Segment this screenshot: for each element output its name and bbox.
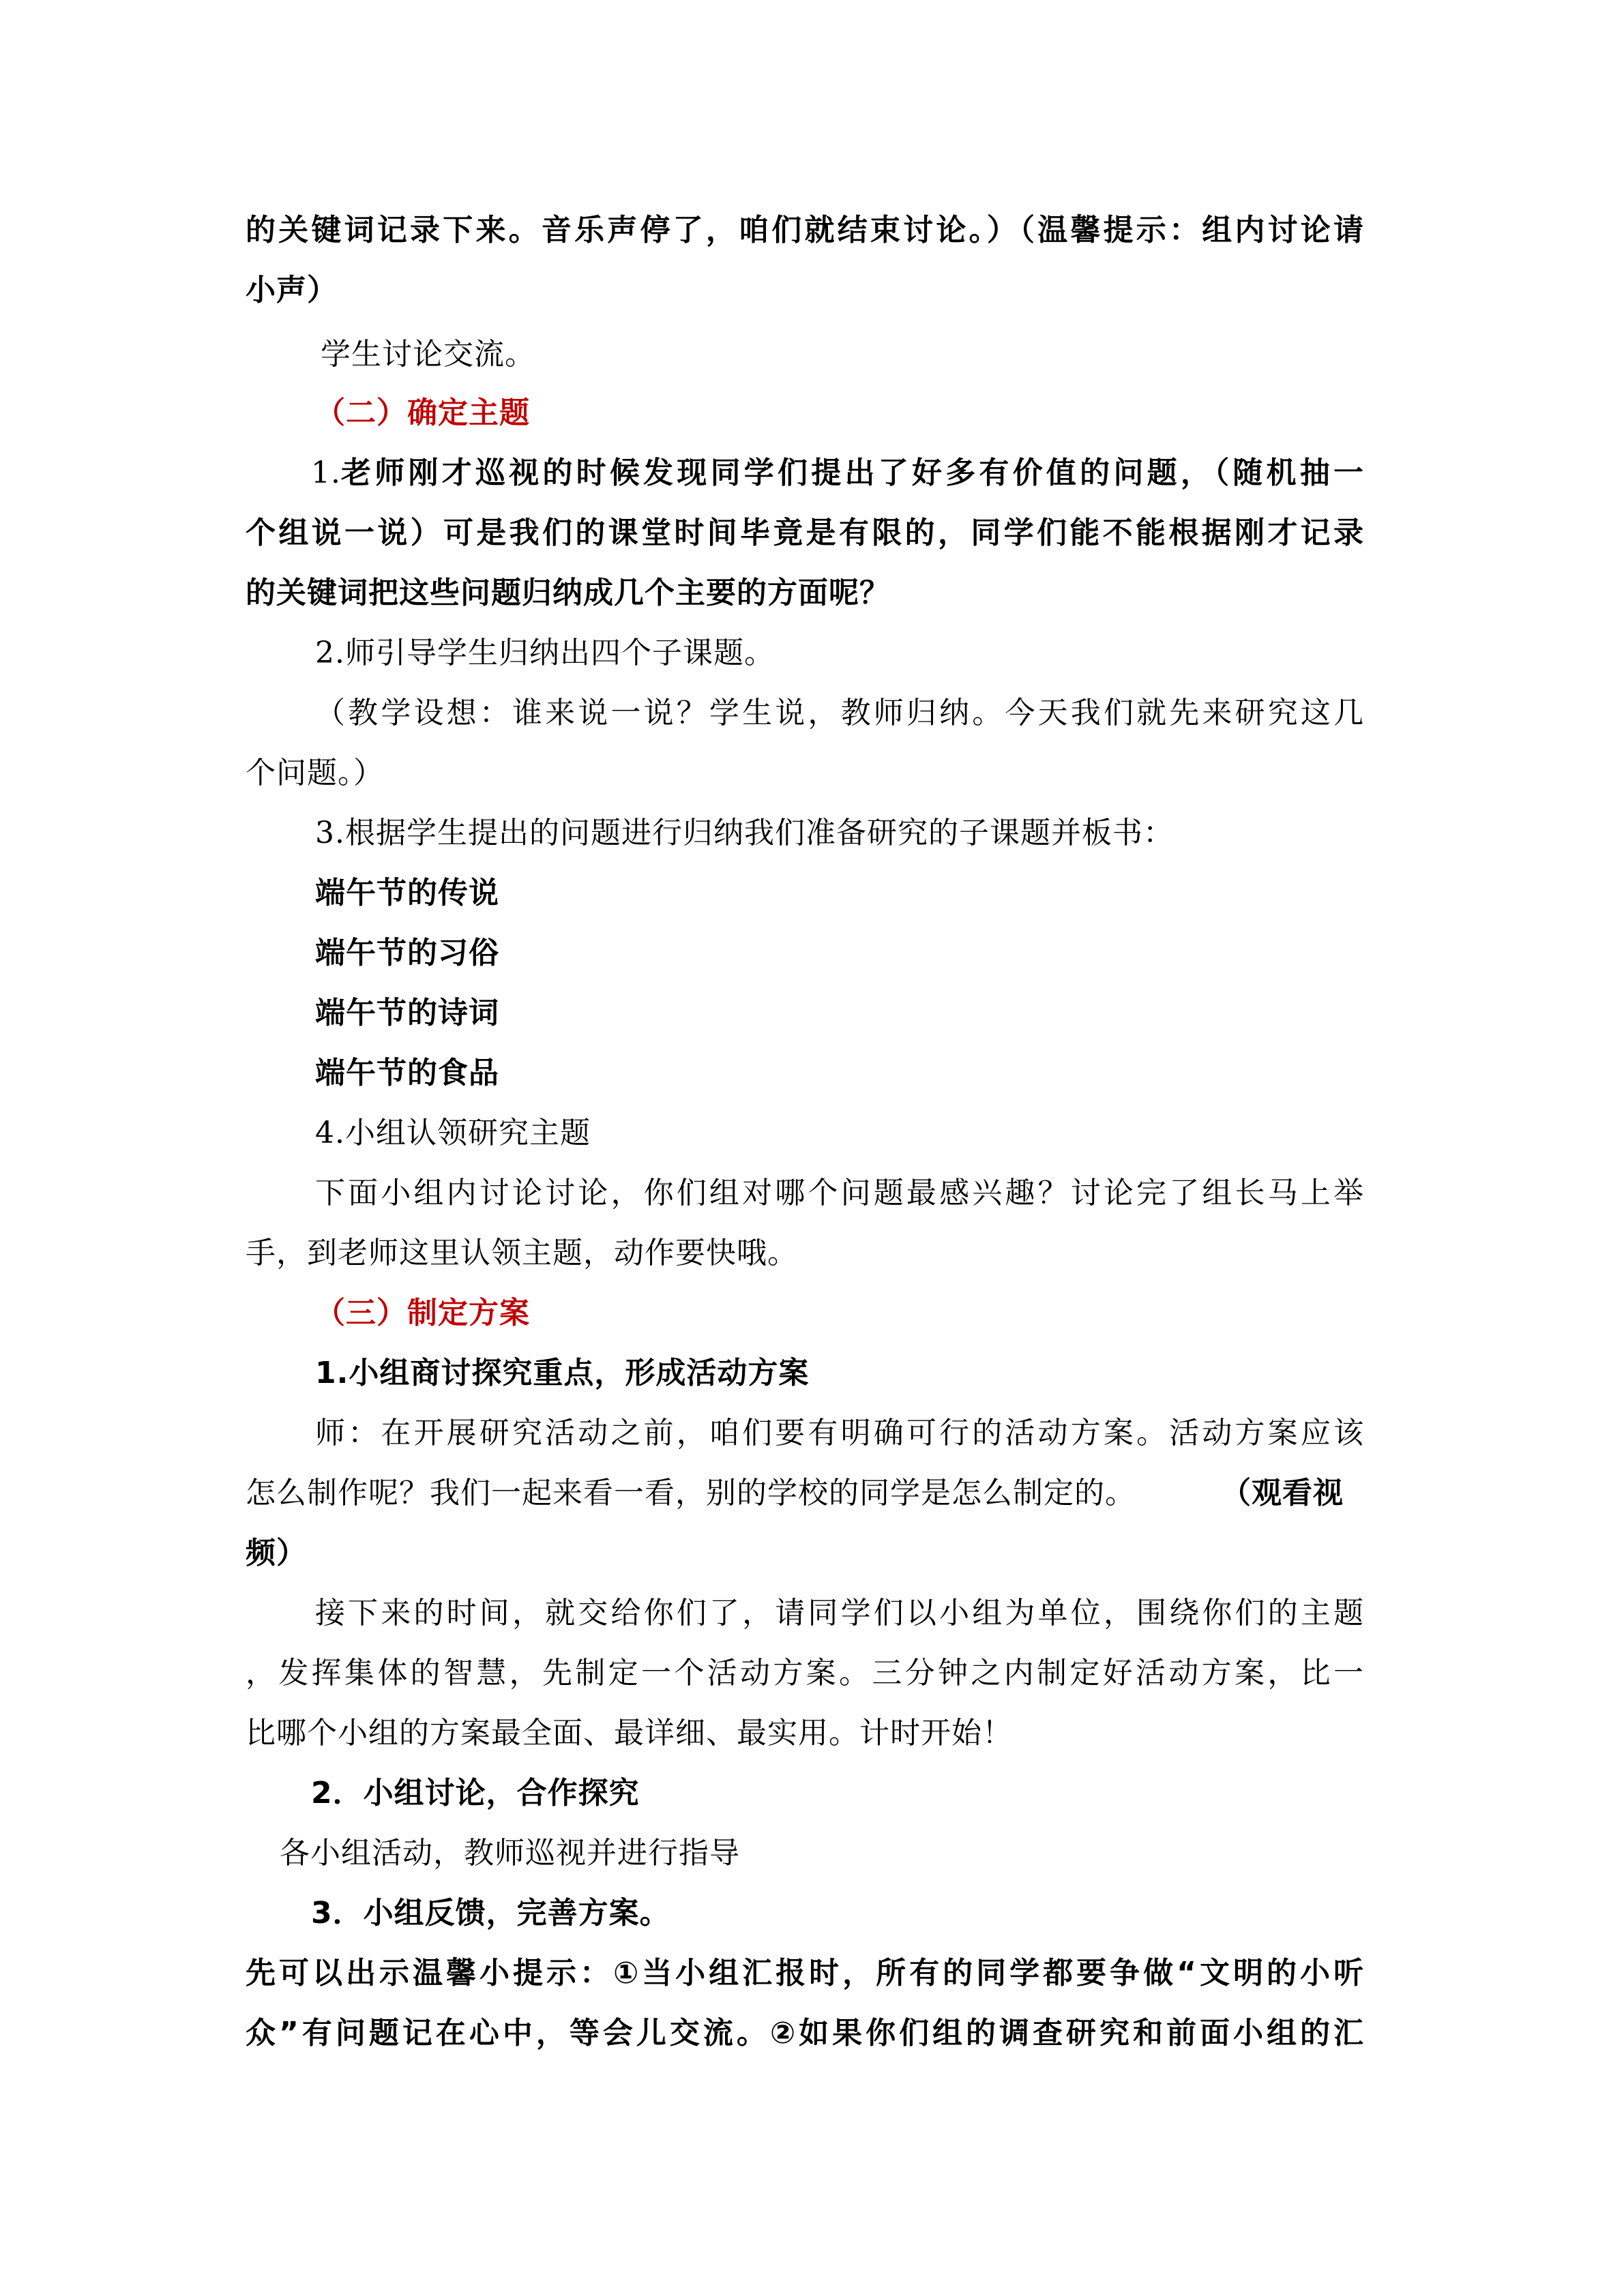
paragraph-line: 怎么制作呢？我们一起来看一看，别的学校的同学是怎么制定的。	[246, 1476, 1136, 1510]
subtopic-item: 端午节的诗词	[315, 996, 499, 1030]
paragraph-line: 比哪个小组的方案最全面、最详细、最实用。计时开始！	[246, 1716, 1013, 1750]
paragraph-line: 各小组活动，教师巡视并进行指导	[280, 1836, 740, 1870]
section-heading: （三）制定方案	[315, 1296, 530, 1330]
paragraph-line: 手，到老师这里认领主题，动作要快哦。	[246, 1236, 798, 1270]
paragraph-line: 的关键词把这些问题归纳成几个主要的方面呢？	[246, 576, 890, 610]
paragraph-line: 频）	[246, 1536, 307, 1570]
paragraph-line: 的关键词记录下来。音乐声停了，咱们就结束讨论。）（温馨提示：组内讨论请	[246, 213, 1364, 248]
paragraph-line: 先可以出示温馨小提示：①当小组汇报时，所有的同学都要争做“文明的小听	[246, 1956, 1364, 1991]
paragraph-line: 师：在开展研究活动之前，咱们要有明确可行的活动方案。活动方案应该	[315, 1416, 1364, 1450]
list-number: 1.	[311, 456, 341, 490]
paragraph-line: 3.根据学生提出的问题进行归纳我们准备研究的子课题并板书：	[315, 816, 1174, 850]
subtopic-item: 端午节的习俗	[315, 936, 499, 970]
paragraph-line: 老师刚才巡视的时候发现同学们提出了好多有价值的问题，（随机抽一	[341, 456, 1364, 490]
paragraph-line: 2．小组讨论，合作探究	[311, 1776, 640, 1810]
subtopic-item: 端午节的食品	[315, 1056, 499, 1090]
paragraph-line: 学生讨论交流。	[321, 337, 535, 372]
paragraph-line: 下面小组内讨论讨论，你们组对哪个问题最感兴趣？讨论完了组长马上举	[315, 1176, 1364, 1210]
section-heading: （二）确定主题	[315, 396, 530, 430]
paragraph-line: 众”有问题记在心中，等会儿交流。②如果你们组的调查研究和前面小组的汇	[246, 2016, 1364, 2051]
paragraph-line: 个问题。）	[246, 756, 384, 790]
paragraph-line: ，发挥集体的智慧，先制定一个活动方案。三分钟之内制定好活动方案，比一	[246, 1656, 1364, 1690]
paragraph-line: 4.小组认领研究主题	[315, 1116, 591, 1150]
paragraph-line: 3．小组反馈，完善方案。	[311, 1896, 670, 1930]
paragraph-line: （观看视	[1221, 1476, 1344, 1510]
paragraph-line: 个组说一说）可是我们的课堂时间毕竟是有限的，同学们能不能根据刚才记录	[246, 516, 1364, 550]
subtopic-item: 端午节的传说	[315, 876, 499, 910]
paragraph-line: 1.小组商讨探究重点，形成活动方案	[315, 1356, 810, 1390]
paragraph-line: （教学设想：谁来说一说？学生说，教师归纳。今天我们就先来研究这几	[315, 696, 1364, 730]
paragraph-line: 小声）	[246, 273, 338, 308]
paragraph-line: 2.师引导学生归纳出四个子课题。	[315, 636, 775, 670]
paragraph-line: 接下来的时间，就交给你们了，请同学们以小组为单位，围绕你们的主题	[315, 1596, 1364, 1630]
